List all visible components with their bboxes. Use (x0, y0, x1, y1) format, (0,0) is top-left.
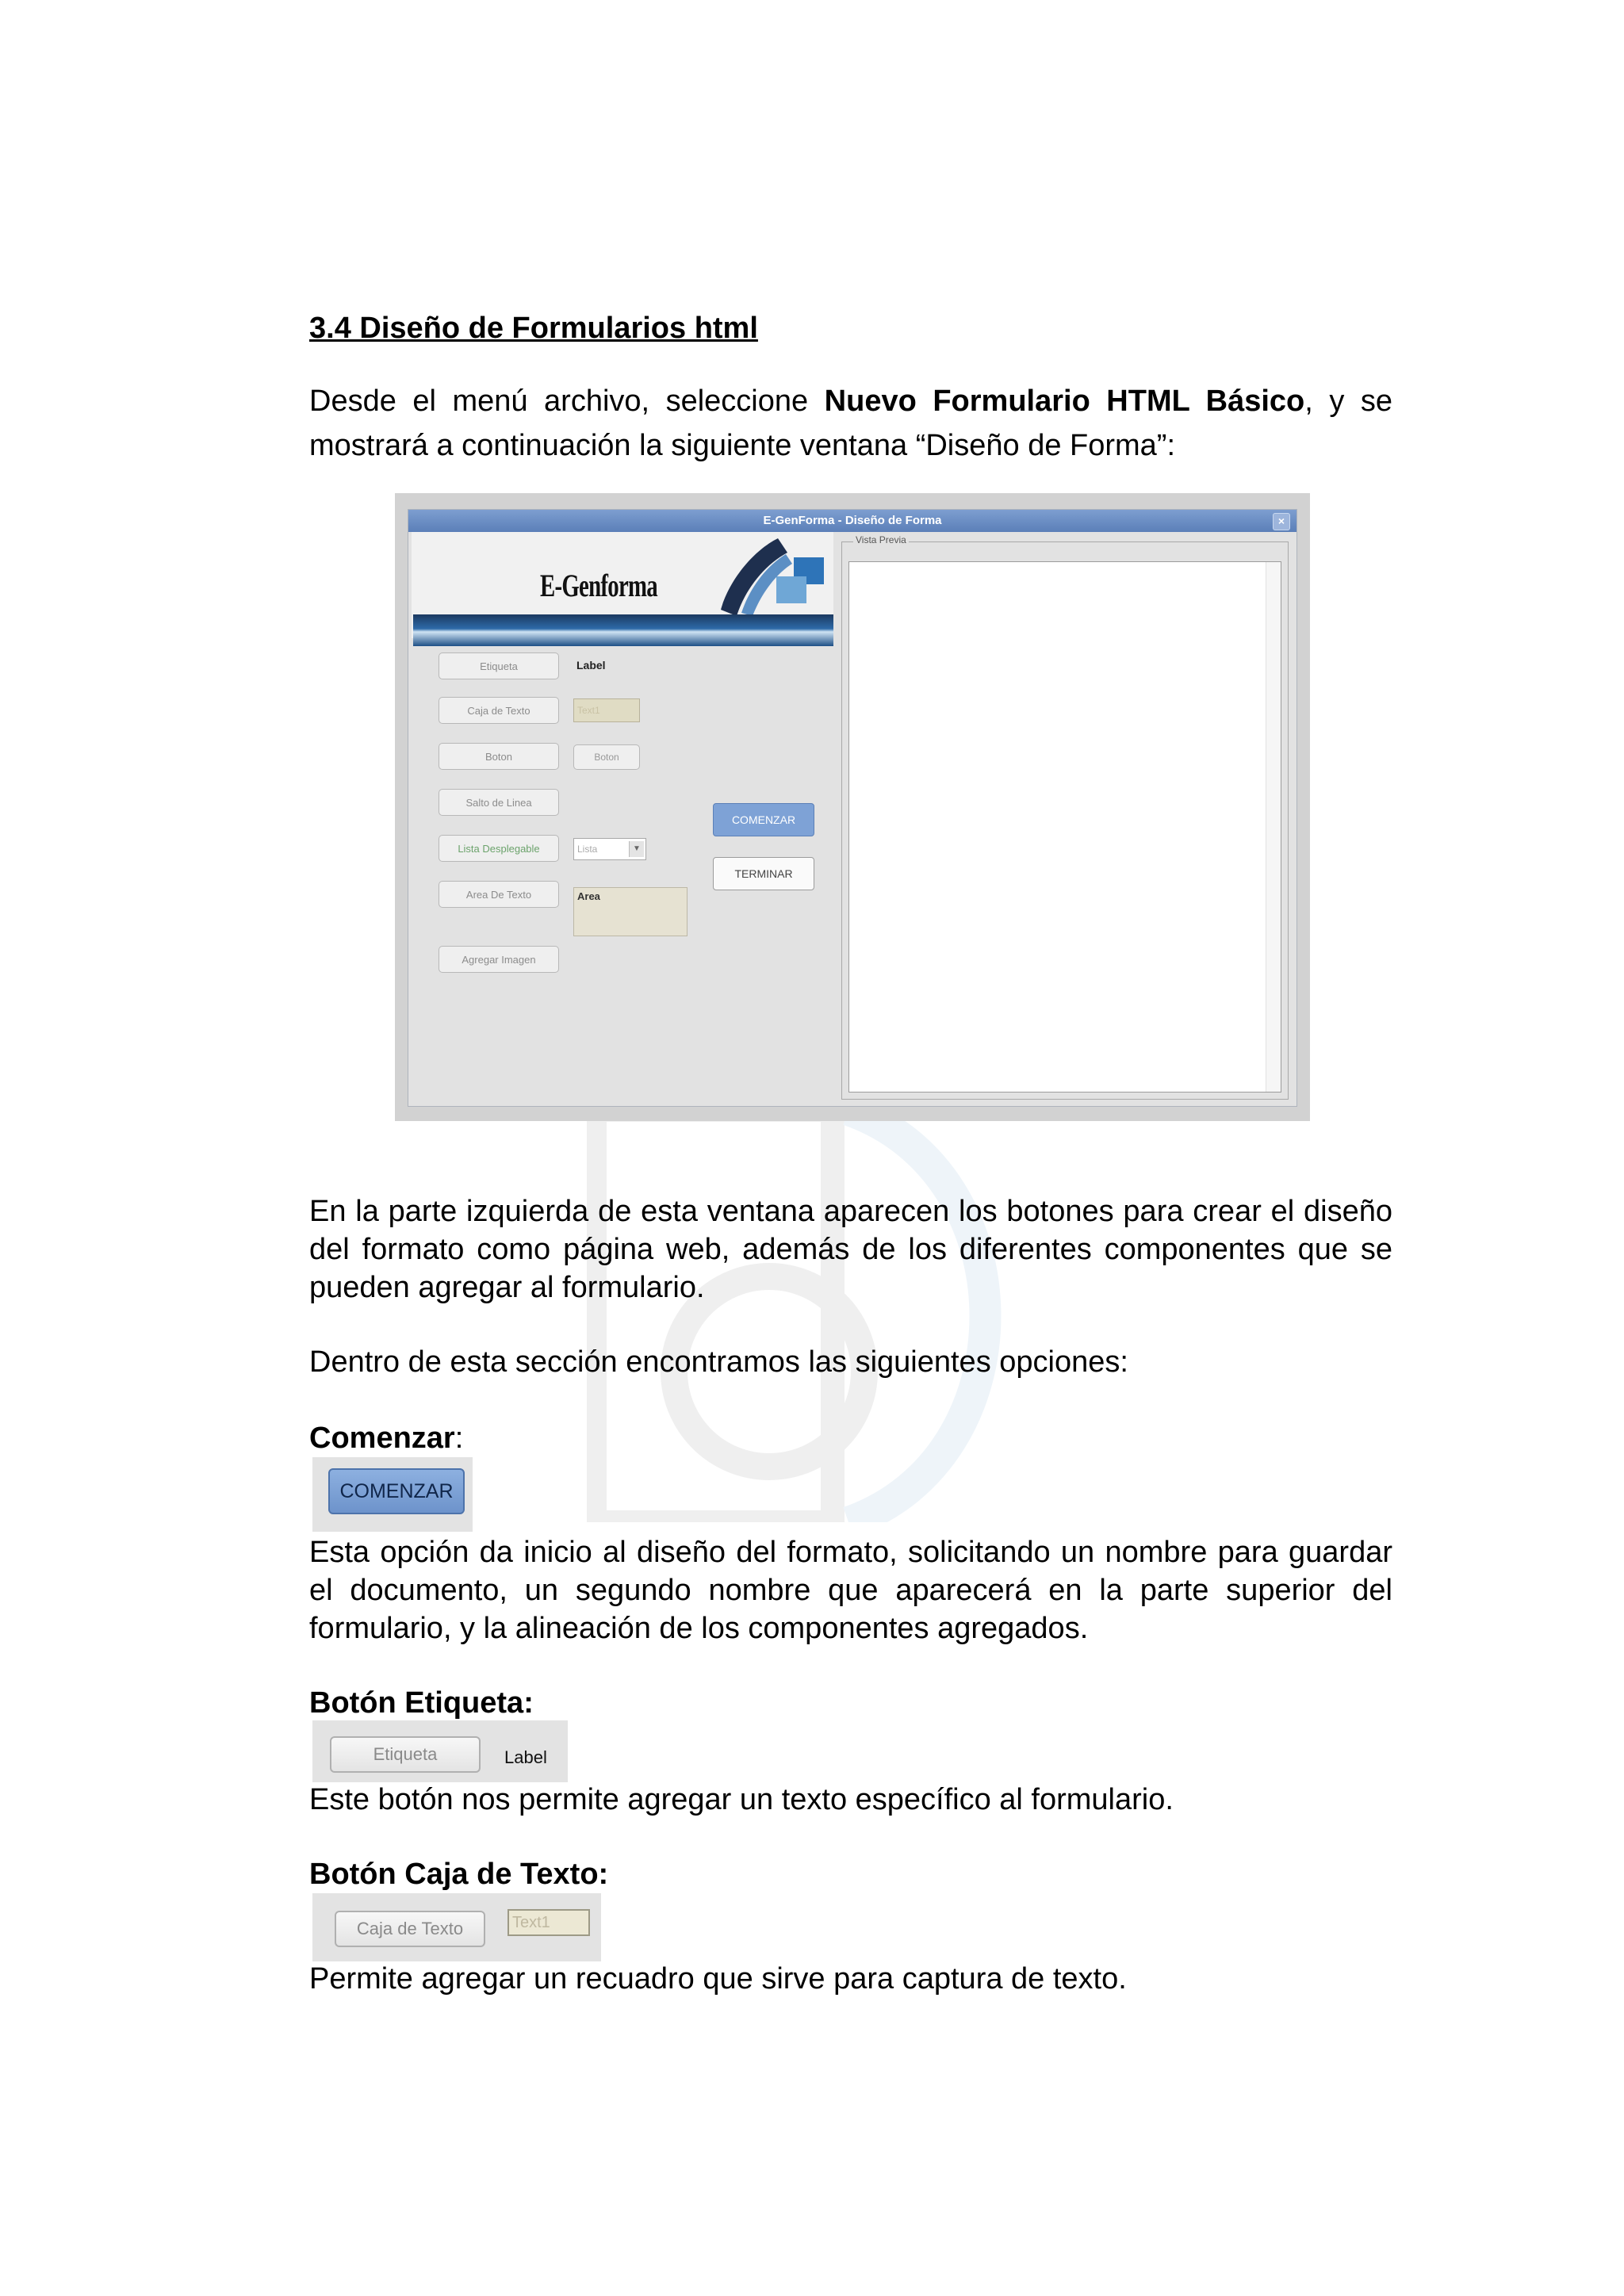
lista-desplegable-button-small[interactable]: Lista Desplegable (439, 835, 559, 862)
comenzar-description: Esta opción da inicio al diseño del formato, solicitando un nombre para guardar el documento, un segundo nombre que aparecerá en la parte superior del formulario, y la alineación de los componentes agregados. (309, 1536, 1392, 1645)
chevron-down-icon: ▼ (629, 841, 644, 857)
window-titlebar (408, 510, 1297, 532)
salto-linea-button-small[interactable]: Salto de Linea (439, 789, 559, 816)
caja-texto-button-small[interactable]: Caja de Texto (439, 697, 559, 724)
watermark-logo (587, 1110, 1031, 1522)
close-icon[interactable]: × (1273, 513, 1290, 530)
button-component-sample[interactable]: Boton (573, 744, 640, 770)
comenzar-title (309, 1419, 1392, 1457)
caja-texto-title: Botón Caja de Texto: (309, 1858, 609, 1891)
intro-post: , y se mostrará a continuación la siguiente ventana “Diseño de Forma”: (309, 385, 1392, 462)
agregar-imagen-button-small[interactable]: Agregar Imagen (439, 946, 559, 973)
intro-paragraph (309, 379, 1392, 468)
comenzar-sample-crop (312, 1457, 473, 1532)
etiqueta-sample-crop (312, 1720, 568, 1782)
intro-bold: Nuevo Formulario HTML Básico (824, 385, 1305, 418)
preview-scrollbar[interactable] (1266, 562, 1281, 1092)
comenzar-title-text: Comenzar (309, 1422, 455, 1455)
caja-texto-sample-crop (312, 1893, 601, 1961)
select-value: Lista (577, 844, 598, 855)
paragraph-left-panel: En la parte izquierda de esta ventana aparecen los botones para crear el diseño del formato como página web, además de los diferentes componentes que se pueden agregar al formulario. (309, 1195, 1392, 1304)
label-component-sample: Label (576, 659, 606, 672)
app-logo-text: E-Genforma (540, 568, 657, 603)
preview-area (848, 561, 1281, 1093)
boton-button-small[interactable]: Boton (439, 743, 559, 770)
etiqueta-button-small[interactable]: Etiqueta (439, 652, 559, 679)
etiqueta-label-sample: Label (504, 1747, 547, 1767)
design-window-screenshot (395, 493, 1310, 1121)
etiqueta-title: Botón Etiqueta: (309, 1686, 534, 1720)
caja-texto-description: Permite agregar un recuadro que sirve para captura de texto. (309, 1962, 1127, 1996)
terminar-button-small[interactable]: TERMINAR (713, 857, 814, 890)
comenzar-button-small[interactable]: COMENZAR (713, 803, 814, 836)
app-logo-icon (714, 534, 833, 626)
preview-legend: Vista Previa (853, 534, 909, 545)
caja-texto-button[interactable]: Caja de Texto (335, 1911, 485, 1947)
intro-pre: Desde el menú archivo, seleccione (309, 385, 825, 418)
design-window (408, 509, 1297, 1107)
caja-texto-input-sample[interactable]: Text1 (508, 1909, 590, 1936)
textarea-component-sample[interactable]: Area (573, 887, 688, 936)
area-texto-button-small[interactable]: Area De Texto (439, 881, 559, 908)
comenzar-button[interactable]: COMENZAR (328, 1468, 465, 1514)
select-component-sample[interactable] (573, 838, 646, 860)
paragraph-options-intro: Dentro de esta sección encontramos las siguientes opciones: (309, 1345, 1128, 1379)
preview-group (841, 534, 1289, 1100)
etiqueta-description: Este botón nos permite agregar un texto específico al formulario. (309, 1783, 1174, 1816)
comenzar-title-colon: : (454, 1422, 464, 1455)
textbox-component-sample[interactable]: Text1 (573, 698, 640, 722)
window-title: E-GenForma - Diseño de Forma (763, 514, 942, 527)
header-blue-bar (413, 614, 833, 646)
etiqueta-button[interactable]: Etiqueta (330, 1736, 481, 1773)
section-heading: 3.4 Diseño de Formularios html (309, 312, 758, 345)
